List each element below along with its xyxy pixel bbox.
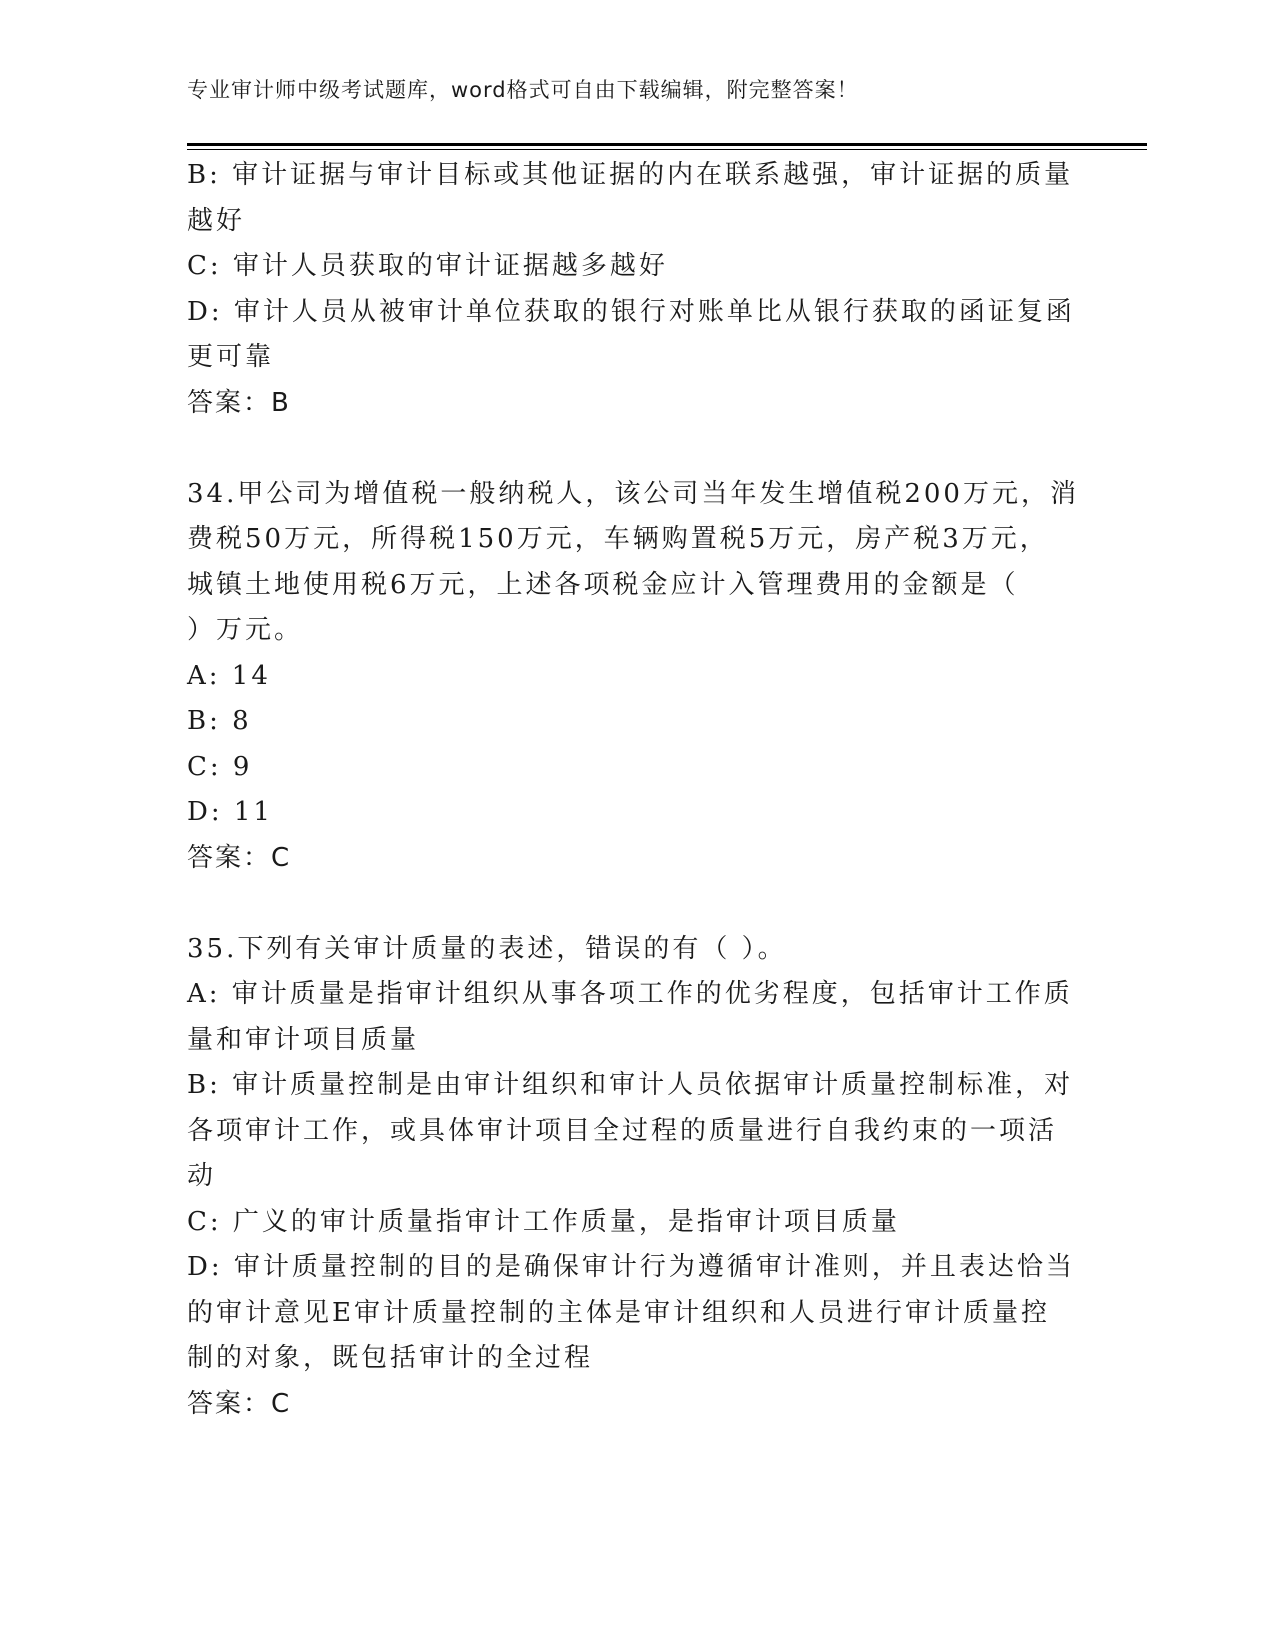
- q35-stem: 35.下列有关审计质量的表述，错误的有（ ）。: [187, 933, 787, 964]
- q33-answer: 答案：B: [187, 387, 291, 418]
- q34-stem-line4: ）万元。: [187, 615, 304, 645]
- q33-option-c: C: 审计人员获取的审计证据越多越好: [187, 251, 668, 281]
- q33-option-b-line2: 越好: [187, 205, 246, 236]
- spacer: [187, 426, 1067, 472]
- q35-option-d-line1: D: 审计质量控制的目的是确保审计行为遵循审计准则，并且表达恰当: [187, 1252, 1075, 1282]
- q34-option-d: D: 11: [187, 797, 273, 827]
- q35-option-a-line2: 量和审计项目质量: [187, 1024, 420, 1055]
- question-content: [187, 153, 1079, 1427]
- question-34: [187, 472, 1079, 882]
- q35-option-b-line3: 动: [187, 1161, 217, 1191]
- q35-option-c: C: 广义的审计质量指审计工作质量，是指审计项目质量: [187, 1206, 900, 1237]
- q34-option-b: B: 8: [187, 706, 252, 736]
- header-rule-thick: [187, 143, 1147, 146]
- q33-option-b-line1: B: 审计证据与审计目标或其他证据的内在联系越强，审计证据的质量: [187, 160, 1074, 190]
- q35-option-d-line3: 制的对象，既包括审计的全过程: [187, 1343, 594, 1373]
- q35-option-b-line1: B: 审计质量控制是由审计组织和审计人员依据审计质量控制标准，对: [187, 1070, 1074, 1100]
- question-33: [187, 153, 1075, 426]
- q34-stem-line1: 34.甲公司为增值税一般纳税人，该公司当年发生增值税200万元，消: [187, 478, 1079, 509]
- spacer: [187, 881, 1067, 927]
- question-35: [187, 927, 1075, 1428]
- q34-stem-line3: 城镇土地使用税6万元，上述各项税金应计入管理费用的金额是（: [187, 569, 1019, 600]
- q33-option-d-line1: D: 审计人员从被审计单位获取的银行对账单比从银行获取的函证复函: [187, 296, 1075, 327]
- q35-option-a-line1: A: 审计质量是指审计组织从事各项工作的优劣程度，包括审计工作质: [187, 979, 1073, 1009]
- q35-answer: 答案：C: [187, 1388, 292, 1419]
- page-header: 专业审计师中级考试题库，word格式可自由下载编辑，附完整答案！: [187, 78, 859, 102]
- q34-answer: 答案：C: [187, 842, 292, 873]
- q34-option-c: C: 9: [187, 751, 253, 782]
- q35-option-d-line2: 的审计意见E审计质量控制的主体是审计组织和人员进行审计质量控: [187, 1297, 1050, 1328]
- header-rule-thin: [187, 149, 1147, 150]
- q35-option-b-line2: 各项审计工作，或具体审计项目全过程的质量进行自我约束的一项活: [187, 1115, 1058, 1146]
- q34-stem-line2: 费税50万元，所得税150万元，车辆购置税5万元，房产税3万元，: [187, 524, 1049, 554]
- q34-option-a: A: 14: [187, 660, 271, 691]
- q33-option-d-line2: 更可靠: [187, 342, 275, 372]
